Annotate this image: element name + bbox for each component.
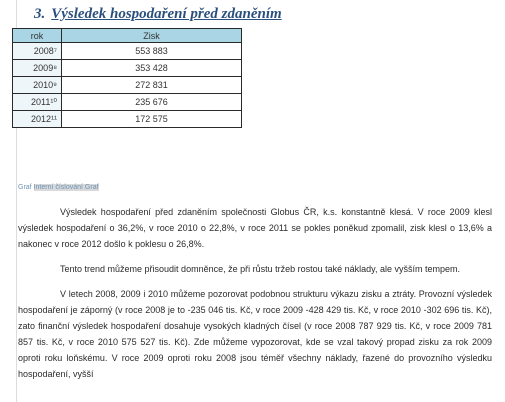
profit-cell: 172 575 (62, 111, 242, 128)
section-number: 3. (34, 6, 46, 22)
year-cell: 2011¹⁰ (13, 94, 62, 111)
paragraph[interactable]: V letech 2008, 2009 i 2010 můžeme pozorovat podobnou strukturu výkazu zisku a ztráty. Provozní výsledek hospodaření je záporný (v roce 2008 je to -235 046 tis. Kč, v roce 2009 -428 429 tis. Kč, v roce 2010 -302 696 tis. Kč), zato finanční výsledek hospodaření dosahuje vysokých kladných čísel (v roce 2008 787 929 tis. Kč, v roce 2009 781 857 tis. Kč, v roce 2010 575 527 tis. Kč). Zde můžeme vypozorovat, kde se vzal takový propad zisku za rok 2009 oproti roku loňskému. V roce 2009 oproti roku 2008 jsou téměř všechny náklady, řazené do provozního výsledku hospodaření, vyšší (18, 289, 492, 379)
section-title: Výsledek hospodaření před zdaněním (51, 6, 282, 22)
header-year: rok (13, 29, 62, 43)
profit-table (12, 28, 242, 128)
table-header-row (13, 29, 242, 43)
section-heading (34, 6, 282, 23)
year-cell: 2010⁹ (13, 77, 62, 94)
year-cell: 2012¹¹ (13, 111, 62, 128)
caption-prefix: Graf (18, 184, 34, 191)
body-text[interactable] (18, 204, 492, 391)
profit-cell: 235 676 (62, 94, 242, 111)
caption-selected-text[interactable]: Interní číslování Graf (33, 184, 99, 191)
year-cell: 2008⁷ (13, 43, 62, 60)
paragraph[interactable]: Tento trend můžeme přisoudit domněnce, že při růstu tržeb rostou také náklady, ale vyšším tempem. (60, 264, 461, 274)
header-profit: Zisk (62, 29, 242, 43)
profit-cell: 553 883 (62, 43, 242, 60)
table-row (13, 77, 242, 94)
table-row (13, 43, 242, 60)
paragraph[interactable]: Výsledek hospodaření před zdaněním společnosti Globus ČR, k.s. konstantně klesá. V roce 2009 klesl výsledek hospodaření o 36,2%, v roce 2010 o 22,8%, v roce 2011 se pokles poněkud zpomalil, zisk klesl o 13,6% a nakonec v roce 2012 došlo k poklesu o 26,8%. (18, 207, 492, 249)
profit-cell: 272 831 (62, 77, 242, 94)
table-row (13, 111, 242, 128)
table-row (13, 94, 242, 111)
year-cell: 2009⁸ (13, 60, 62, 77)
figure-caption[interactable] (18, 184, 99, 191)
profit-cell: 353 428 (62, 60, 242, 77)
table-row (13, 60, 242, 77)
